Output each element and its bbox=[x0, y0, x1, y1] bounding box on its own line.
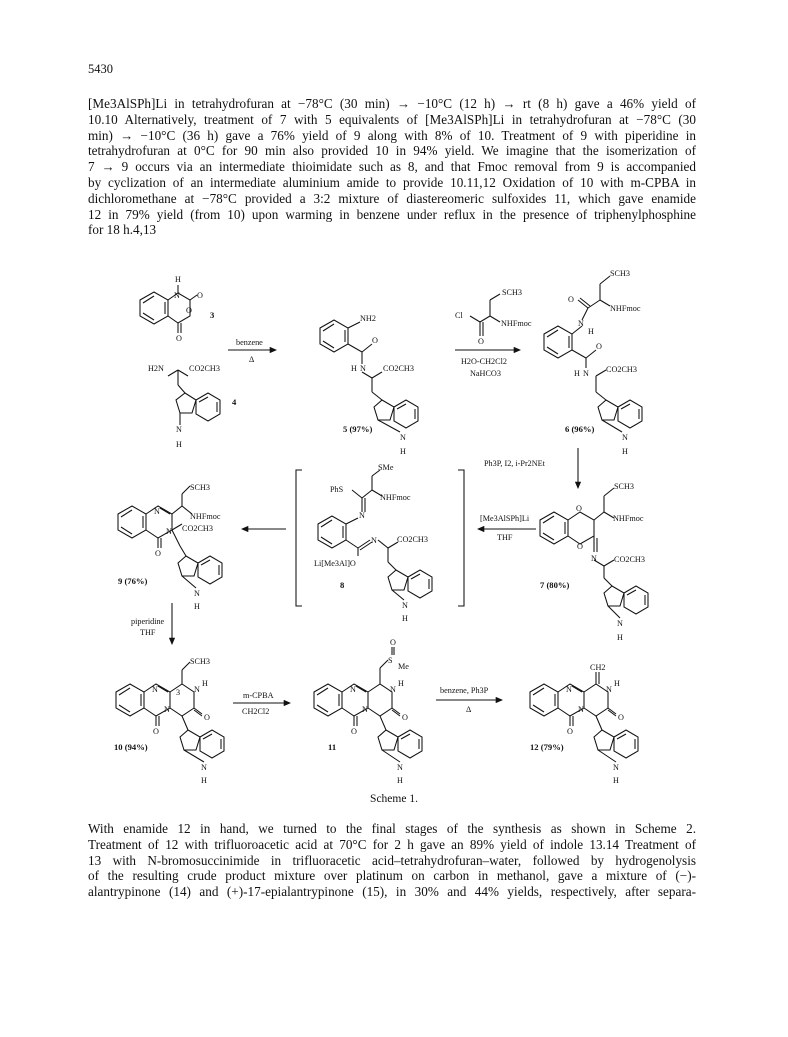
atom-label: H bbox=[400, 447, 406, 456]
compound-label: 6 (96%) bbox=[565, 424, 595, 434]
atom-label: O bbox=[204, 713, 210, 722]
compound-7-structure bbox=[540, 488, 648, 618]
atom-label: NHFmoc bbox=[613, 514, 644, 523]
atom-label: N bbox=[583, 369, 589, 378]
compound-label: 4 bbox=[232, 397, 237, 407]
atom-label: O bbox=[402, 713, 408, 722]
atom-label: O bbox=[618, 713, 624, 722]
atom-label: NHFmoc bbox=[380, 493, 411, 502]
atom-label: N bbox=[152, 685, 158, 694]
text-line: 7 → 9 occurs via an intermediate thioimidate such as 8, and that Fmoc removal from 9 is accompanied bbox=[88, 159, 696, 175]
text-line: by cyclization of an intermediate aluminium amide to provide 10.11,12 Oxidation of 10 with m-CPBA in bbox=[88, 174, 696, 190]
acid-chloride-structure bbox=[470, 294, 500, 336]
atom-label: O bbox=[596, 342, 602, 351]
atom-label: H bbox=[617, 633, 623, 642]
atom-label: PhS bbox=[330, 485, 344, 494]
atom-label: N bbox=[350, 685, 356, 694]
atom-label: Me bbox=[398, 662, 409, 671]
atom-label: Cl bbox=[455, 311, 463, 320]
atom-label: N bbox=[201, 763, 207, 772]
compound-label: 12 (79%) bbox=[530, 742, 564, 752]
atom-label: SCH3 bbox=[190, 483, 211, 492]
atom-label: O bbox=[176, 334, 182, 343]
atom-label: CO2CH3 bbox=[182, 524, 213, 533]
reagent-label: H2O-CH2Cl2 bbox=[461, 357, 507, 366]
reagent-label: Δ bbox=[249, 355, 255, 364]
atom-label: H bbox=[588, 327, 594, 336]
compound-label: 8 bbox=[340, 580, 345, 590]
atom-label: H bbox=[574, 369, 580, 378]
text-line: tetrahydrofuran at 0°C for 90 min also provided 10 in 94% yield. We imagine that the isomerization of bbox=[88, 143, 696, 159]
atom-label: NHFmoc bbox=[610, 304, 641, 313]
compound-6-structure bbox=[544, 276, 642, 432]
atom-label: O bbox=[372, 336, 378, 345]
atom-label: N bbox=[154, 507, 160, 516]
atom-label: O bbox=[186, 306, 192, 315]
text-line: 13 with N-bromosuccinimide in trifluoracetic acid–tetrahydrofuran–water, followed by hydrogenolysis bbox=[88, 852, 696, 868]
atom-label: H bbox=[201, 776, 207, 785]
atom-label: N bbox=[566, 685, 572, 694]
reagent-label: m-CPBA bbox=[243, 691, 274, 700]
atom-label: N bbox=[371, 536, 377, 545]
text-line: 10.10 Alternatively, treatment of 7 with 5 equivalents of [Me3AlSPh]Li in tetrahydrofuran at −78°C (30 bbox=[88, 111, 696, 127]
text-line: min) → −10°C (36 h) gave a 76% yield of 9 along with 8% of 10. Treatment of 9 with piperidine in bbox=[88, 127, 696, 143]
atom-label: N bbox=[591, 554, 597, 563]
compound-label: 10 (94%) bbox=[114, 742, 148, 752]
atom-label: SCH3 bbox=[614, 482, 635, 491]
atom-label: Li[Me3Al]O bbox=[314, 559, 356, 568]
reagent-label: [Me3AlSPh]Li bbox=[480, 514, 530, 523]
atom-label: O bbox=[153, 727, 159, 736]
atom-label: N bbox=[359, 511, 365, 520]
atom-label: H bbox=[175, 275, 181, 284]
reagent-label: Δ bbox=[466, 705, 472, 714]
atom-label: S bbox=[388, 656, 393, 665]
atom-label: N bbox=[166, 527, 172, 536]
reagent-label: Ph3P, I2, i-Pr2NEt bbox=[484, 459, 545, 468]
bracket-right bbox=[458, 470, 464, 606]
atom-label: O bbox=[576, 504, 582, 513]
bracket-left bbox=[296, 470, 302, 606]
text-line: of the resulting crude product mixture over platinum on carbon in methanol, gave a mixture of (−)- bbox=[88, 868, 696, 884]
text-line: With enamide 12 in hand, we turned to the final stages of the synthesis as shown in Scheme 2. bbox=[88, 821, 696, 836]
compound-label: 3 bbox=[210, 310, 215, 320]
atom-label: CO2CH3 bbox=[397, 535, 428, 544]
atom-label: NHFmoc bbox=[190, 512, 221, 521]
text-line: for 18 h.4,13 bbox=[88, 222, 157, 238]
atom-label: N bbox=[362, 705, 368, 714]
atom-label: N bbox=[194, 589, 200, 598]
text-line: Treatment of 12 with trifluoroacetic acid at 70°C for 2 h gave an 89% yield of indole 13.14 Treatment of bbox=[88, 836, 696, 852]
atom-label: H bbox=[351, 364, 357, 373]
atom-label: H bbox=[402, 614, 408, 623]
text-line: 12 in 79% yield (from 10) upon warming in benzene under reflux in the presence of triphenylphosphine bbox=[88, 206, 696, 222]
atom-label: SCH3 bbox=[502, 288, 523, 297]
atom-label: CO2CH3 bbox=[614, 555, 645, 564]
atom-label: H bbox=[176, 440, 182, 449]
atom-label: N bbox=[617, 619, 623, 628]
atom-label: 3 bbox=[176, 688, 181, 697]
compound-label: 9 (76%) bbox=[118, 576, 148, 586]
atom-label: O bbox=[197, 291, 203, 300]
reagent-label: NaHCO3 bbox=[470, 369, 501, 378]
text-line: [Me3AlSPh]Li in tetrahydrofuran at −78°C (30 min) → −10°C (12 h) → rt (8 h) gave a 46% yield of bbox=[88, 96, 696, 111]
atom-label: N bbox=[360, 364, 366, 373]
compound-5-structure bbox=[320, 320, 418, 432]
reagent-label: benzene bbox=[236, 338, 263, 347]
compound-label: 7 (80%) bbox=[540, 580, 570, 590]
atom-label: SMe bbox=[378, 463, 394, 472]
atom-label: H bbox=[202, 679, 208, 688]
atom-label: CH2 bbox=[590, 663, 606, 672]
reagent-label: THF bbox=[497, 533, 513, 542]
atom-label: N bbox=[194, 685, 200, 694]
atom-label: O bbox=[390, 638, 396, 647]
atom-label: H bbox=[397, 776, 403, 785]
atom-label: N bbox=[606, 685, 612, 694]
atom-label: N bbox=[613, 763, 619, 772]
compound-9-structure bbox=[118, 486, 222, 588]
atom-label: H2N bbox=[148, 364, 164, 373]
atom-label: CO2CH3 bbox=[383, 364, 414, 373]
paragraph-bottom bbox=[88, 821, 696, 900]
atom-label: N bbox=[164, 705, 170, 714]
atom-label: H bbox=[194, 602, 200, 611]
atom-label: N bbox=[400, 433, 406, 442]
atom-label: N bbox=[622, 433, 628, 442]
atom-label: N bbox=[390, 685, 396, 694]
atom-label: O bbox=[568, 295, 574, 304]
page-number: 5430 bbox=[88, 62, 113, 76]
atom-label: CO2CH3 bbox=[189, 364, 220, 373]
atom-label: O bbox=[351, 727, 357, 736]
reagent-label: piperidine bbox=[131, 617, 165, 626]
atom-label: CO2CH3 bbox=[606, 365, 637, 374]
atom-label: H bbox=[622, 447, 628, 456]
atom-label: O bbox=[567, 727, 573, 736]
atom-label: N bbox=[174, 291, 180, 300]
atom-label: N bbox=[402, 601, 408, 610]
text-line: alantrypinone (14) and (+)-17-epialantrypinone (15), in 30% and 44% yields, respectively, after separa- bbox=[88, 884, 696, 900]
atom-label: O bbox=[577, 542, 583, 551]
atom-label: H bbox=[614, 679, 620, 688]
compound-label: 5 (97%) bbox=[343, 424, 373, 434]
reagent-label: benzene, Ph3P bbox=[440, 686, 489, 695]
compound-label: 11 bbox=[328, 742, 337, 752]
reagent-label: THF bbox=[140, 628, 156, 637]
atom-label: H bbox=[613, 776, 619, 785]
atom-label: SCH3 bbox=[610, 269, 631, 278]
atom-label: NH2 bbox=[360, 314, 376, 323]
atom-label: N bbox=[397, 763, 403, 772]
atom-label: NHFmoc bbox=[501, 319, 532, 328]
atom-label: SCH3 bbox=[190, 657, 211, 666]
reagent-label: CH2Cl2 bbox=[242, 707, 270, 716]
compound-4-structure bbox=[168, 370, 220, 425]
text-line: dichloromethane at −78°C provided a 3:2 mixture of diastereomeric sulfoxides 11, which gave enamide bbox=[88, 190, 696, 206]
atom-label: O bbox=[155, 549, 161, 558]
atom-label: N bbox=[578, 319, 584, 328]
scheme-caption: Scheme 1. bbox=[370, 793, 418, 805]
atom-label: O bbox=[478, 337, 484, 346]
atom-label: H bbox=[398, 679, 404, 688]
atom-label: N bbox=[578, 705, 584, 714]
atom-label: N bbox=[176, 425, 182, 434]
